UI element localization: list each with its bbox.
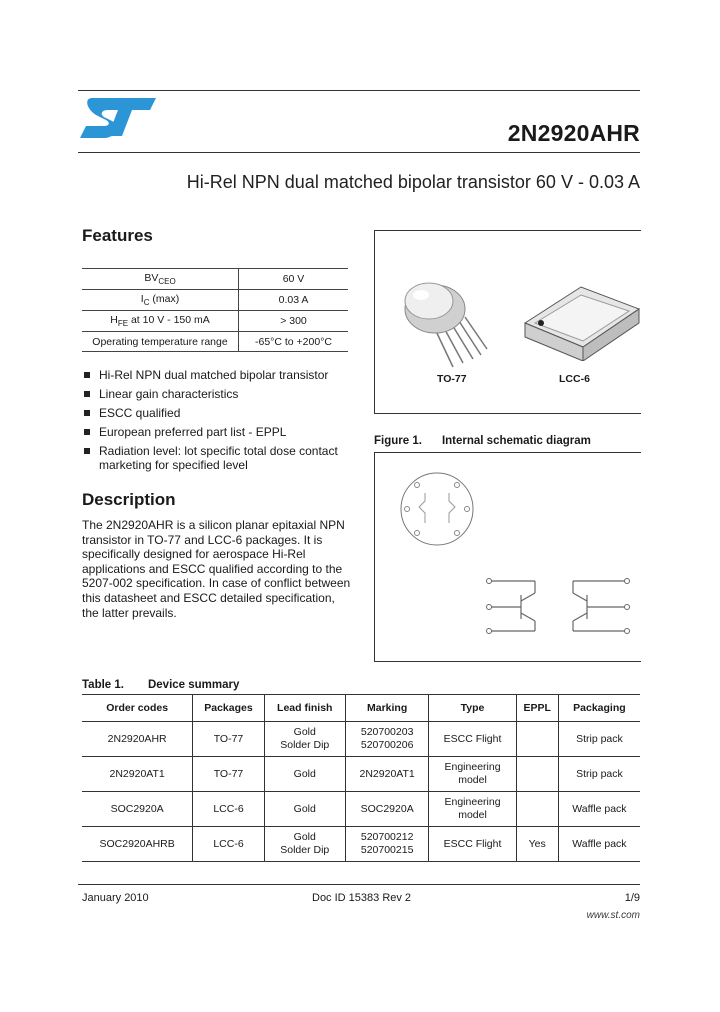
table-row: 2N2920AHR TO-77 Gold Solder Dip 520700203 520700206 ESCC Flight Strip pack	[82, 722, 640, 757]
footer-date: January 2010	[82, 892, 149, 904]
bullet-item: Linear gain characteristics	[82, 387, 352, 401]
column-header: Lead finish	[264, 695, 345, 722]
column-header: Type	[429, 695, 516, 722]
schematic-transistor-right	[565, 565, 637, 645]
feature-bullets	[82, 368, 352, 477]
feature-row: $H_{FE}$ at 10 V - 150 mA > 300	[82, 311, 348, 332]
lcc6-label: LCC-6	[559, 373, 590, 385]
top-rule	[78, 90, 640, 91]
st-logo	[78, 96, 158, 142]
column-header: Packaging	[558, 695, 640, 722]
lcc6-package-image	[521, 281, 641, 361]
footer-rule	[78, 884, 640, 885]
bullet-item: European preferred part list - EPPL	[82, 425, 352, 439]
figure-caption: Figure 1. Internal schematic diagram	[374, 435, 591, 447]
footer-url[interactable]: www.st.com	[586, 910, 640, 921]
table-row: 2N2920AT1 TO-77 Gold 2N2920AT1 Engineering model Strip pack	[82, 757, 640, 792]
to77-package-image	[395, 271, 495, 371]
bullet-item: ESCC qualified	[82, 406, 352, 420]
features-heading: Features	[82, 226, 153, 245]
part-number: 2N2920AHR	[507, 120, 640, 146]
to77-label: TO-77	[437, 373, 467, 385]
table-row: SOC2920A LCC-6 Gold SOC2920A Engineering model Waffle pack	[82, 792, 640, 827]
table-row: SOC2920AHRB LCC-6 Gold Solder Dip 520700212 520700215 ESCC Flight Yes Waffle pack	[82, 827, 640, 862]
feature-row: $BV_{CEO}$ 60 V	[82, 269, 348, 290]
bullet-item: Radiation level: lot specific total dose contact marketing for specified level	[82, 444, 352, 472]
table-header-row	[82, 695, 640, 722]
description-text: The 2N2920AHR is a silicon planar epitaxial NPN transistor in TO-77 and LCC-6 packages. It is specifically designed for aerospace Hi-Rel applications and ESCC qualified according to the 5207-002 specification. In case of conflict between this datasheet and ESCC detailed specification, the latter prevails.	[82, 518, 351, 620]
package-images-box	[374, 230, 641, 414]
subtitle: Hi-Rel NPN dual matched bipolar transistor 60 V - 0.03 A	[186, 172, 640, 192]
schematic-transistor-left	[483, 565, 555, 645]
column-header: Order codes	[82, 695, 193, 722]
column-header: Marking	[345, 695, 429, 722]
description-heading: Description	[82, 490, 176, 509]
bullet-item: Hi-Rel NPN dual matched bipolar transistor	[82, 368, 352, 382]
features-table	[82, 268, 348, 352]
schematic-box	[374, 452, 641, 662]
feature-row: Operating temperature range -65°C to +200°C	[82, 332, 348, 352]
schematic-top-view	[383, 465, 503, 555]
device-summary-table	[82, 694, 640, 862]
header-rule	[78, 152, 640, 153]
column-header: Packages	[193, 695, 264, 722]
table-caption: Table 1. Device summary	[82, 679, 240, 691]
footer-doc-id: Doc ID 15383 Rev 2	[312, 892, 412, 904]
feature-row: $I_C$ (max) 0.03 A	[82, 290, 348, 311]
footer-page: 1/9	[624, 892, 640, 904]
column-header: EPPL	[516, 695, 558, 722]
